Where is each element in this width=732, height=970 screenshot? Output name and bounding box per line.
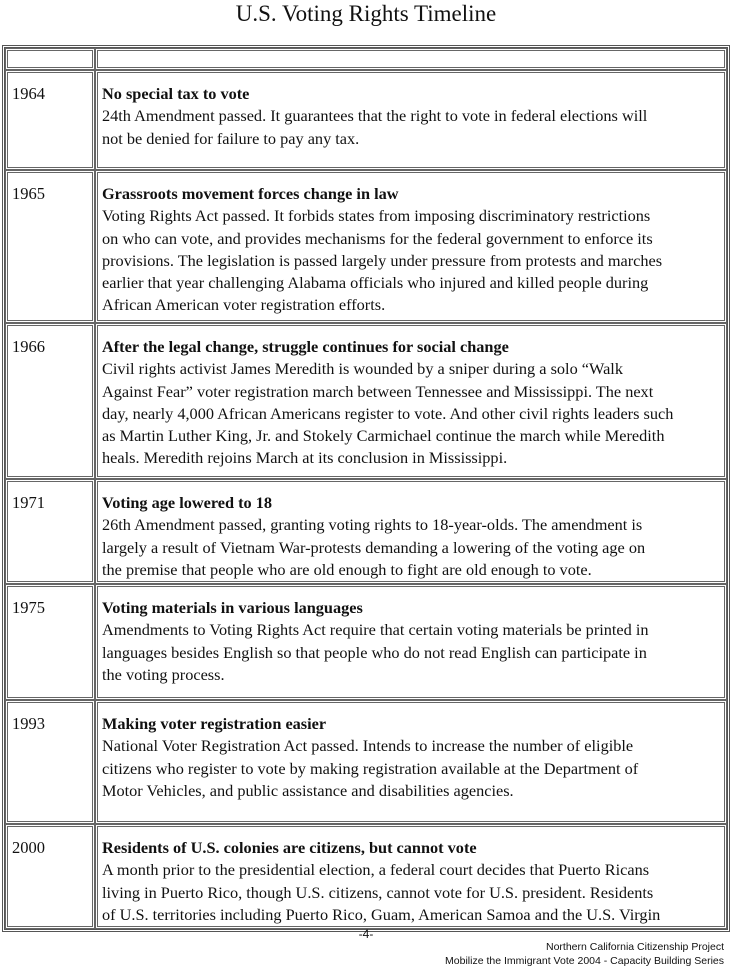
event-heading: Grassroots movement forces change in law — [102, 184, 399, 203]
event-description-line: the premise that people who are old enough to fight are old enough to vote. — [102, 559, 592, 579]
year-cell: 1993 — [5, 700, 95, 824]
table-header-row — [5, 48, 727, 70]
timeline-row — [5, 479, 727, 584]
timeline-row — [5, 700, 727, 824]
event-cell — [95, 323, 727, 479]
event-description-line: Civil rights activist James Meredith is wounded by a sniper during a solo “Walk — [102, 359, 623, 379]
year-cell: 1975 — [5, 584, 95, 700]
timeline-row — [5, 70, 727, 170]
event-heading: Voting materials in various languages — [102, 598, 363, 618]
event-cell — [95, 700, 727, 824]
event-description-line: largely a result of Vietnam War-protests demanding a lowering of the voting age on — [102, 537, 646, 557]
event-heading: After the legal change, struggle continues for social change — [102, 337, 509, 356]
event-heading: Voting age lowered to 18 — [102, 493, 273, 512]
event-description-line: Amendments to Voting Rights Act require that certain voting materials be printed in — [102, 620, 649, 640]
event-description-line: of U.S. territories including Puerto Rico, Guam, American Samoa and the U.S. Virgin — [102, 905, 661, 925]
event-description-line: living in Puerto Rico, though U.S. citizens, cannot vote for U.S. president. Residents — [102, 882, 654, 902]
timeline-row — [5, 824, 727, 929]
year-cell: 1966 — [5, 323, 95, 479]
footer-organization: Northern California Citizenship Project — [546, 941, 724, 953]
empty-cell — [95, 48, 727, 70]
empty-cell — [5, 48, 95, 70]
event-description-line: heals. Meredith rejoins March at its conclusion in Mississippi. — [102, 448, 508, 468]
page-title: U.S. Voting Rights Timeline — [235, 1, 497, 26]
event-cell — [95, 479, 727, 584]
event-description-line: provisions. The legislation is passed largely under pressure from protests and marches — [102, 250, 663, 270]
event-description-line: the voting process. — [102, 665, 225, 685]
event-description-line: on who can vote, and provides mechanisms for the federal government to enforce its — [102, 228, 653, 248]
year-cell: 1971 — [5, 479, 95, 584]
timeline-table — [2, 45, 730, 932]
timeline-row — [5, 584, 727, 700]
event-cell — [95, 70, 727, 170]
event-description-line: Against Fear” voter registration march between Tennessee and Mississippi. The next — [102, 381, 654, 401]
event-description-line: languages besides English so that people who do not read English can participate in — [102, 642, 647, 662]
timeline-row — [5, 323, 727, 479]
event-description-line: 26th Amendment passed, granting voting rights to 18-year-olds. The amendment is — [102, 515, 643, 535]
event-heading: Making voter registration easier — [102, 714, 327, 734]
year-cell: 2000 — [5, 824, 95, 929]
event-description-line: as Martin Luther King, Jr. and Stokely Carmichael continue the march while Meredith — [102, 426, 665, 446]
footer-series: Mobilize the Immigrant Vote 2004 - Capacity Building Series — [445, 955, 724, 967]
timeline-row — [5, 170, 727, 323]
event-cell — [95, 584, 727, 700]
event-description-line: Motor Vehicles, and public assistance and disabilities agencies. — [102, 781, 514, 801]
event-cell — [95, 824, 727, 929]
event-description-line: not be denied for failure to pay any tax. — [102, 128, 360, 148]
event-description-line: earlier that year challenging Alabama officials who injured and killed people during — [102, 273, 649, 293]
event-description-line: Voting Rights Act passed. It forbids states from imposing discriminatory restrictions — [102, 206, 651, 226]
event-description-line: A month prior to the presidential election, a federal court decides that Puerto Ricans — [102, 860, 650, 880]
event-description-line: 24th Amendment passed. It guarantees that the right to vote in federal elections will — [102, 106, 648, 126]
event-heading: Residents of U.S. colonies are citizens, but cannot vote — [102, 838, 477, 858]
page-number: -4- — [358, 927, 374, 941]
event-cell — [95, 170, 727, 323]
event-description-line: National Voter Registration Act passed. Intends to increase the number of eligible — [102, 736, 634, 756]
event-description-line: citizens who register to vote by making registration available at the Department of — [102, 758, 639, 778]
event-description-line: day, nearly 4,000 African Americans register to vote. And other civil rights leaders such — [102, 403, 674, 423]
event-description-line: African American voter registration efforts. — [102, 295, 386, 315]
year-cell: 1964 — [5, 70, 95, 170]
event-heading: No special tax to vote — [102, 84, 250, 103]
year-cell: 1965 — [5, 170, 95, 323]
